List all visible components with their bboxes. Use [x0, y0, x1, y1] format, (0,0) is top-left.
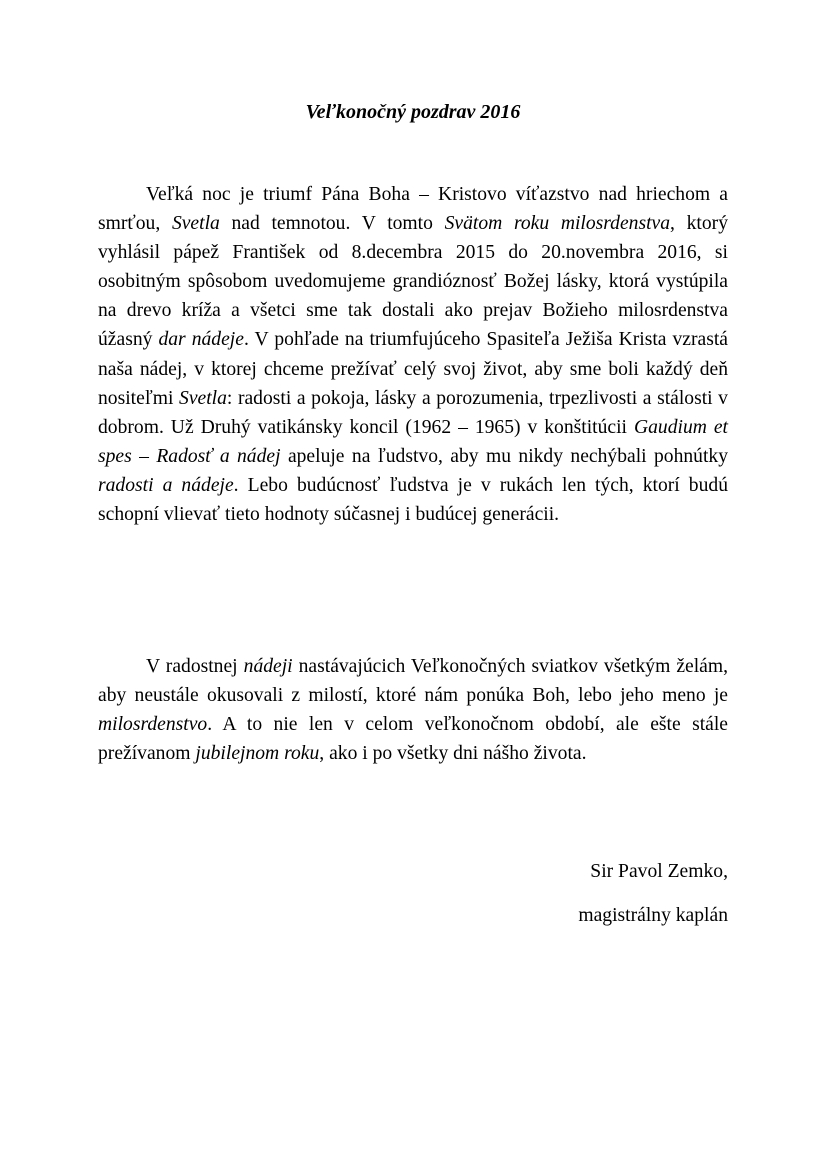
paragraph-2-run: V radostnej [146, 656, 244, 677]
paragraph-1 [98, 180, 728, 529]
paragraph-2-run: jubilejnom roku [195, 743, 320, 765]
paragraph-1-run: Svetla [179, 387, 227, 409]
document-title: Veľkonočný pozdrav 2016 [305, 101, 521, 123]
paragraph-1-run: nad temnotou. V tomto [219, 213, 445, 235]
paragraph-1-run: apeluje na ľudstvo, aby mu nikdy nechýbali pohnútky [280, 445, 728, 467]
paragraph-1-run: . Lebo budúcnosť ľudstva je v rukách len tých, ktorí budú schopní vlievať tieto hodnoty súčasnej i budúcej generácii. [98, 474, 728, 526]
paragraph-1-run: : radosti a pokoja, lásky a porozumenia, trpezlivosti a stálosti v dobrom. Už Druhý vatikánsky koncil (1962 – 1965) v konštitúcii [98, 387, 728, 438]
paragraph-1-run: Gaudium et spes – Radosť a nádej [98, 416, 728, 467]
paragraph-2-run: nastávajúcich Veľkonočných sviatkov všetkým želám, aby neustále okusovali z milostí, ktoré nám ponúka Boh, lebo jeho meno je [98, 656, 728, 707]
paragraph-1-run: Svetla [171, 213, 220, 235]
paragraph-2-run: , ako i po všetky dni nášho života. [319, 743, 587, 765]
paragraph-2-run: milosrdenstvo [98, 714, 208, 736]
paragraph-2 [98, 652, 728, 768]
paragraph-1-run: , ktorý vyhlásil pápež František od 8.decembra 2015 do 20.novembra 2016, si osobitným spôsobom uvedomujeme grandióznosť Božej lásky, ktorá vystúpila na drevo kríža a všetci sme tak dostali ako prejav Božieho milosrdenstva úžasný [98, 213, 728, 351]
signature-role: magistrálny kaplán [578, 905, 728, 926]
signature-name: Sir Pavol Zemko, [590, 861, 728, 882]
paragraph-1-run: . V pohľade na triumfujúceho Spasiteľa Ježiša Krista vzrastá naša nádej, v ktorej chceme prežívať celý svoj život, aby sme boli každý deň nositeľmi [98, 329, 728, 409]
paragraph-2-run: . A to nie len v celom veľkonočnom období, ale ešte stále prežívanom [98, 714, 728, 765]
paragraph-1-run: dar nádeje [158, 329, 244, 351]
paragraph-1-run: Veľká noc je triumf Pána Boha – Kristovo víťazstvo nad hriechom a smrťou, [98, 184, 728, 235]
paragraph-2-run: nádeji [243, 656, 293, 677]
paragraph-1-run: Svätom roku milosrdenstva [444, 213, 671, 235]
paragraph-1-run: radosti a nádeje [98, 474, 234, 496]
